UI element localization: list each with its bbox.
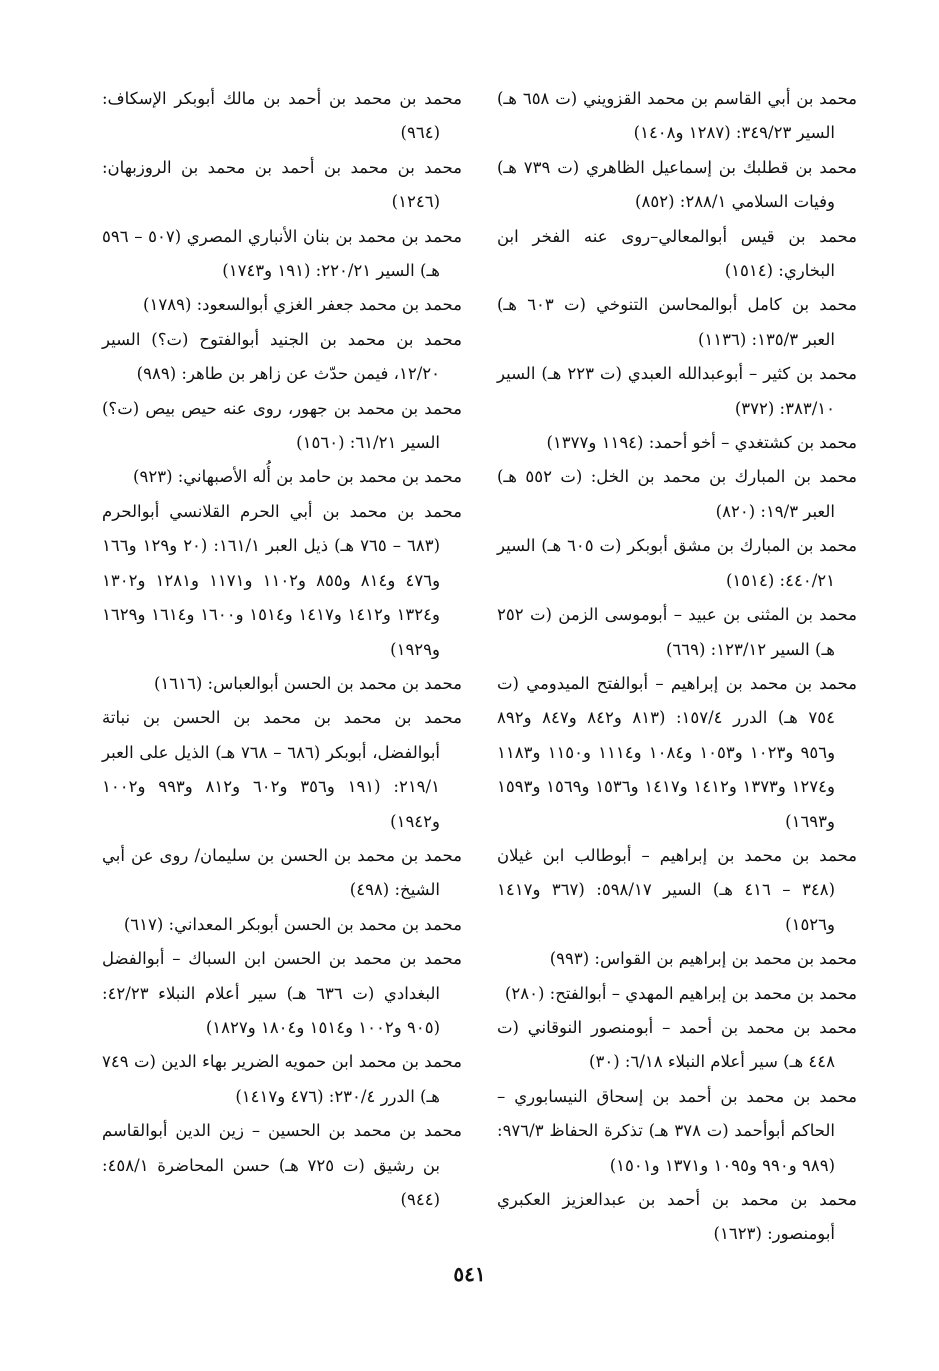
index-entry: محمد بن المثنى بن عبيد – أبوموسى الزمن (ت ٢٥٢ هـ) السير ١٢٣/١٢: (٦٦٩) (497, 605, 857, 659)
index-entry: محمد بن محمد بن الحسن بن سليمان/ روى عن أبي الشيخ: (٤٩٨) (102, 845, 462, 900)
index-entry: محمد بن محمد جعفر الغزي أبوالسعود: (١٧٨٩) (143, 295, 462, 315)
index-entry: محمد بن محمد بن أحمد بن محمد بن الروزبهان: (١٢٤٦) (102, 157, 462, 212)
index-entry: محمد بن محمد بن إبراهيم بن القواس: (٩٩٣) (549, 949, 857, 969)
index-entry: محمد بن محمد بن محمد بن الحسن بن نباتة أبوالفضل، أبوبكر (٦٨٦ – ٧٦٨ هـ) الذيل على العبر ٢١٩/١: (١٩١ و٣٥٦ و٦٠٢ و٨١٢ و٩٩٣ و١٠٠٢ و١٩٤٢) (102, 708, 462, 831)
index-entry: محمد بن محمد بن أحمد بن مالك أبوبكر الإسكاف: (٩٦٤) (102, 89, 462, 143)
index-entry: محمد بن أبي القاسم بن محمد القزويني (ت ٦٥٨ هـ) السير ٣٤٩/٢٣: (١٢٨٧ و١٤٠٨) (497, 89, 857, 143)
index-entry: محمد بن محمد بن إبراهيم – أبوطالب ابن غيلان (٣٤٨ – ٤١٦ هـ) السير ٥٩٨/١٧: (٣٦٧ و١٤١٧ و١٥٢٦) (497, 845, 857, 934)
index-entry: محمد بن قيس أبوالمعالي–روى عنه الفخر ابن البخاري: (١٥١٤) (497, 226, 857, 281)
index-entry: محمد بن كثير – أبوعبدالله العبدي (ت ٢٢٣ هـ) السير ٣٨٣/١٠: (٣٧٢) (497, 364, 857, 418)
index-entry: محمد بن محمد بن جهور، روى عنه حيص بيص (ت؟) السير ٦١/٢١: (١٥٦٠) (102, 398, 462, 453)
index-entry: محمد بن محمد بن أبي الحرم القلانسي أبوالحرم (٦٨٣ – ٧٦٥ هـ) ذيل العبر ١٦١/١: (٢٠ و١٢٩ و١٦٦ و٤٧٦ و٨١٤ و٨٥٥ و١١٠٢ و١١٧١ و١٢٨١ و١٣٠٢ و١٣٢٤ و١٤١٢ و١٤١٧ و١٥١٤ و١٦٠٠ و١٦١٤ و١٦٢٩ و١٩٢٩) (102, 501, 462, 659)
index-entry: محمد بن محمد بن أحمد بن عبدالعزيز العكبري أبومنصور: (١٦٢٣) (497, 1190, 857, 1244)
index-entry: محمد بن محمد بن إبراهيم – أبوالفتح الميدومي (ت ٧٥٤ هـ) الدرر ١٥٧/٤: (٨١٣ و٨٤٢ و٨٤٧ و٨٩٢ و٩٥٦ و١٠٢٣ و١٠٥٣ و١٠٨٤ و١١١٤ و١١٥٠ و١١٨٣ و١٢٧٤ و١٣٧٣ و١٤١٢ و١٤١٧ و١٥٣٦ و١٥٦٩ و١٥٩٣ و١٦٩٣) (497, 673, 857, 831)
index-entry: محمد بن محمد بن بنان الأنباري المصري (٥٠٧ – ٥٩٦ هـ) السير ٢٢٠/٢١: (١٩١ و١٧٤٣) (102, 226, 462, 281)
page-number: ٥٤١ (453, 1262, 486, 1286)
index-entry: محمد بن محمد بن الحسن أبوبكر المعداني: (٦١٧) (123, 914, 462, 934)
index-entry: محمد بن محمد بن الحسن أبوالعباس: (١٦١٦) (153, 673, 462, 693)
index-entry: محمد بن محمد بن إبراهيم المهدي – أبوالفتح: (٢٨٠) (504, 983, 857, 1003)
index-entry: محمد بن محمد بن أحمد بن إسحاق النيسابوري – الحاكم أبوأحمد (ت ٣٧٨ هـ) تذكرة الحفاظ ٩٧٦/٣: (٩٨٩ و٩٩٠ و١٠٩٥ و١٣٧١ و١٥٠١) (497, 1086, 857, 1175)
index-entry: محمد بن قطلبك بن إسماعيل الظاهري (ت ٧٣٩ هـ) وفيات السلامي ٢٨٨/١: (٨٥٢) (497, 157, 858, 212)
index-entry: محمد بن محمد بن أحمد – أبومنصور النوقاني (ت ٤٤٨ هـ) سير أعلام النبلاء ٦/١٨: (٣٠) (497, 1017, 857, 1072)
index-entry: محمد بن كشتغدي – أخو أحمد: (١١٩٤ و١٣٧٧) (546, 433, 857, 453)
index-entry: محمد بن محمد بن الحسين – زين الدين أبوالقاسم بن رشيق (ت ٧٢٥ هـ) حسن المحاضرة ٤٥٨/١: (٩٤٤) (102, 1121, 462, 1209)
index-entry: محمد بن المبارك بن مشق أبوبكر (ت ٦٠٥ هـ) السير ٤٤٠/٢١: (١٥١٤) (497, 536, 857, 590)
index-entry: محمد بن محمد ابن حمويه الضرير بهاء الدين (ت ٧٤٩ هـ) الدرر ٢٣٠/٤: (٤٧٦ و١٤١٧) (102, 1052, 462, 1106)
index-entry: محمد بن محمد بن حامد بن أُله الأصبهاني: (٩٢٣) (133, 467, 462, 487)
index-entry: محمد بن المبارك بن محمد بن الخل: (ت ٥٥٢ هـ) العبر ١٩/٣: (٨٢٠) (497, 467, 857, 521)
left-column (102, 82, 462, 1217)
index-entry: محمد بن محمد بن الجنيد أبوالفتوح (ت؟) السير ١٢/٢٠، فيمن حدّث عن زاهر بن طاهر: (٩٨٩) (102, 329, 462, 384)
index-entry: محمد بن محمد بن الحسن ابن السباك – أبوالفضل البغدادي (ت ٦٣٦ هـ) سير أعلام النبلاء ٤٢/٢٣: (٩٠٥ و١٠٠٢ و١٥١٤ و١٨٠٤ و١٨٢٧) (102, 949, 462, 1037)
right-column (497, 82, 857, 1252)
index-entry: محمد بن كامل أبوالمحاسن التنوخي (ت ٦٠٣ هـ) العبر ١٣٥/٣: (١١٣٦) (497, 295, 857, 349)
